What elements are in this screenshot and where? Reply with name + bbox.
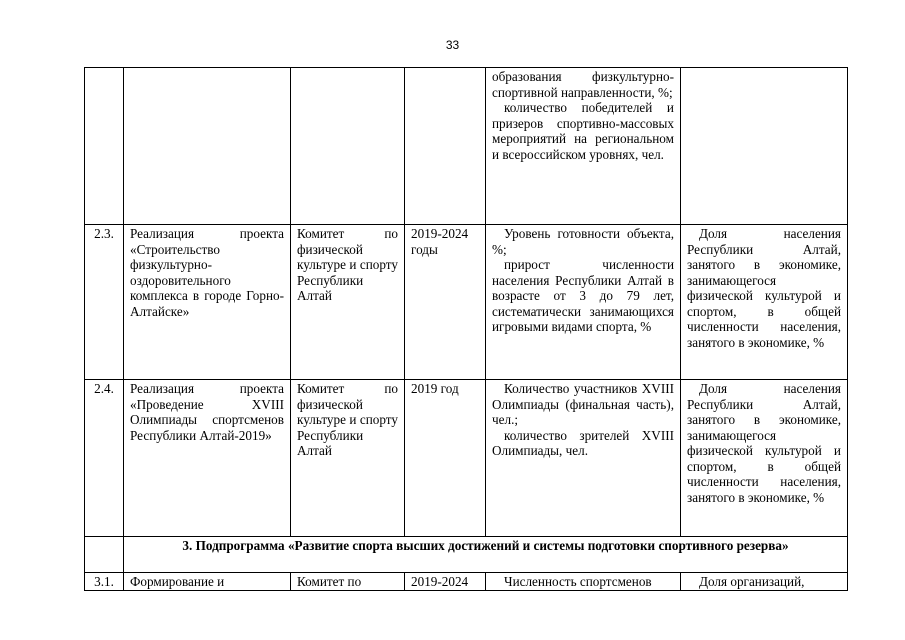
event-name: Формирование и (124, 573, 291, 591)
indicator-text: Уровень готовности объекта, %; (492, 226, 674, 257)
executor (291, 68, 405, 225)
table-row-continuation (85, 68, 848, 225)
event-name: Реализация проекта «Строительство физкультурно-оздоровительного комплекса в городе Горно-Алтайске» (124, 225, 291, 380)
executor: Комитет по (291, 573, 405, 591)
executor: Комитет по физической культуре и спорту Республики Алтай (291, 380, 405, 537)
program-table (84, 67, 848, 591)
indicators-cell (486, 68, 681, 225)
indicator-text: прирост численности населения Республики Алтай в возрасте от 3 до 79 лет, систематически занимающихся игровыми видами спорта, % (492, 257, 674, 334)
row-number: 3.1. (85, 573, 124, 591)
section-header-row (85, 537, 848, 573)
table-row-3-1 (85, 573, 848, 591)
executor: Комитет по физической культуре и спорту Республики Алтай (291, 225, 405, 380)
period (405, 68, 486, 225)
target-indicator: Доля населения Республики Алтай, занятого в экономике, занимающегося физической культурой и спортом, в общей численности населения, занятого в экономике, % (681, 225, 848, 380)
indicator-text: Количество участников XVIII Олимпиады (финальная часть), чел.; (492, 381, 674, 427)
page-number: 33 (445, 38, 460, 52)
table-row-2-4 (85, 380, 848, 537)
row-number: 2.4. (85, 380, 124, 537)
indicators-cell (486, 380, 681, 537)
target-indicator: Доля организаций, (681, 573, 848, 591)
period: 2019-2024 годы (405, 225, 486, 380)
table-row-2-3 (85, 225, 848, 380)
indicator-text: Численность спортсменов (486, 573, 681, 591)
target-indicator (681, 68, 848, 225)
indicator-text: количество победителей и призеров спортивно-массовых мероприятий на региональном и всероссийском уровнях, чел. (492, 100, 674, 162)
target-indicator: Доля населения Республики Алтай, занятого в экономике, занимающегося физической культурой и спортом, в общей численности населения, занятого в экономике, % (681, 380, 848, 537)
period: 2019-2024 (405, 573, 486, 591)
indicators-cell (486, 225, 681, 380)
section-title: 3. Подпрограмма «Развитие спорта высших достижений и системы подготовки спортивного резерва» (124, 537, 848, 573)
row-number: 2.3. (85, 225, 124, 380)
section-number-cell (85, 537, 124, 573)
row-number (85, 68, 124, 225)
period: 2019 год (405, 380, 486, 537)
indicator-text: образования физкультурно-спортивной направленности, %; (492, 69, 674, 100)
indicator-text: количество зрителей XVIII Олимпиады, чел. (492, 427, 674, 458)
event-name: Реализация проекта «Проведение XVIII Олимпиады спортсменов Республики Алтай-2019» (124, 380, 291, 537)
event-name (124, 68, 291, 225)
